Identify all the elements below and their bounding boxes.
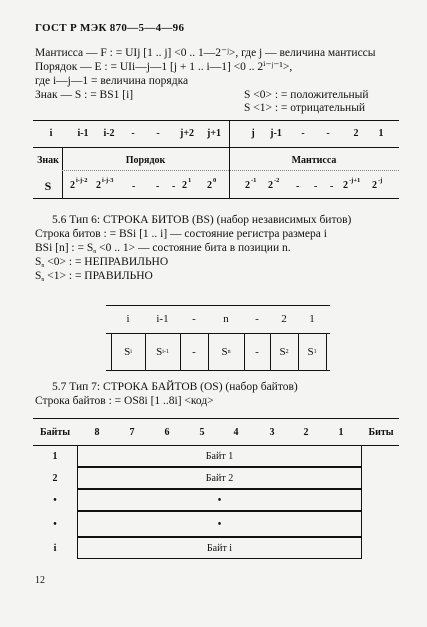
- bit-number: j-1: [270, 127, 282, 139]
- bit-number: 6: [164, 426, 170, 438]
- bs-bit-number: 2: [281, 313, 287, 325]
- mantissa-weight: $2^{-1}$: [245, 177, 257, 191]
- document-header: ГОСТ Р МЭК 870—5—4—96: [35, 22, 185, 34]
- byte-row: •: [77, 489, 362, 511]
- byte-row-label: 2: [52, 472, 58, 484]
- bs-bit-cell: S 1: [307, 346, 317, 358]
- byte-row: •: [77, 511, 362, 537]
- order-definition: Порядок — E : = UIi—j—1 [j + 1 .. i—1] <0 .. 2ⁱ⁻ʲ⁻¹>,: [35, 61, 293, 73]
- mantissa-weight: -: [330, 181, 334, 192]
- mantissa-weight: $2^{-2}$: [268, 177, 280, 191]
- bit-number: 5: [199, 426, 205, 438]
- bit-number: i-1: [77, 127, 89, 139]
- col-bytes: Байты: [39, 426, 71, 438]
- bit-number: -: [301, 127, 305, 139]
- bit-number: j: [251, 127, 255, 139]
- order-weight: 2$^{i-j-2}$: [70, 177, 88, 191]
- col-order: Порядок: [125, 154, 166, 166]
- mantissa-weight: $2^{-j+1}$: [343, 177, 361, 191]
- bs-bit-number: -: [255, 313, 259, 325]
- bs-bit-number: n: [223, 313, 229, 325]
- bs-bit-number: i-1: [156, 313, 169, 325]
- bit-number: 1: [378, 127, 384, 139]
- bit-number: 8: [94, 426, 100, 438]
- os-definition: Строка байтов : = OS8i [1 ..8i] <код>: [35, 395, 214, 407]
- byte-row-label: •: [53, 494, 57, 506]
- page-number: 12: [35, 575, 45, 586]
- byte-row-label: i: [53, 542, 57, 554]
- order-note: где i—j—1 = величина порядка: [35, 75, 189, 87]
- bs-bit-number: i: [126, 313, 130, 325]
- mantissa-weight: -: [296, 181, 300, 192]
- order-weight: -: [156, 181, 160, 192]
- bit-number: 3: [269, 426, 275, 438]
- bs-bit-number: -: [192, 313, 196, 325]
- bs-state-true: $S_n <1>$ : = ПРАВИЛЬНО: [35, 270, 153, 283]
- bs-bit-cell: S 2: [279, 346, 289, 358]
- mantissa-weight: $2^{-j}$: [372, 177, 383, 191]
- col-mantissa: Мантисса: [291, 154, 337, 166]
- byte-row-label: 1: [52, 450, 58, 462]
- sign-value: S: [44, 178, 52, 193]
- bit-number: 1: [338, 426, 344, 438]
- order-weight: -: [172, 181, 176, 192]
- bit-number: i-2: [103, 127, 115, 139]
- bit-number: i: [49, 127, 53, 139]
- bit-number: -: [156, 127, 160, 139]
- bit-number: 2: [303, 426, 309, 438]
- byte-row: Байт 2: [77, 467, 362, 489]
- order-weight: $2^1$: [182, 177, 192, 191]
- bit-number: j+2: [179, 127, 195, 139]
- bit-number: -: [326, 127, 330, 139]
- mantissa-weight: -: [314, 181, 318, 192]
- sign-definition: Знак — S : = BS1 [i]: [35, 89, 134, 101]
- bs-bit-cell: S n: [221, 346, 231, 358]
- order-weight: $2^0$: [207, 177, 217, 191]
- byte-row-label: •: [53, 518, 57, 530]
- os-section-heading: 5.7 Тип 7: СТРОКА БАЙТОВ (OS) (набор байтов): [52, 381, 298, 393]
- col-bits: Биты: [368, 426, 394, 438]
- bit-number: 2: [353, 127, 359, 139]
- bs-bit-cell: S i-1: [156, 346, 169, 358]
- col-sign: Знак: [37, 154, 59, 166]
- bs-state-false: $S_n <0>$ : = НЕПРАВИЛЬНО: [35, 256, 169, 269]
- order-weight: 2$^{i-j-3}$: [96, 177, 114, 191]
- sign-positive: S <0> : = положительный: [244, 89, 369, 101]
- bit-number: j+1: [206, 127, 222, 139]
- bit-number: 7: [129, 426, 135, 438]
- bs-bit-cell: S i: [124, 346, 132, 358]
- order-weight: -: [132, 181, 136, 192]
- bit-number: 4: [233, 426, 239, 438]
- bs-bit-cell: -: [192, 346, 196, 358]
- bs-bit-number: 1: [309, 313, 315, 325]
- byte-row: Байт i: [77, 537, 362, 559]
- bs-definition: Строка битов : = BSi [1 .. i] — состояние регистра размера i: [35, 228, 327, 240]
- bs-section-heading: 5.6 Тип 6: СТРОКА БИТОВ (BS) (набор независимых битов): [52, 214, 352, 226]
- mantissa-definition: Мантисса — F : = UIj [1 .. j] <0 .. 1—2⁻ʲ>, где j — величина мантиссы: [35, 47, 376, 59]
- bit-number: -: [131, 127, 135, 139]
- bs-bit-cell: -: [255, 346, 259, 358]
- sign-negative: S <1> : = отрицательный: [244, 102, 366, 114]
- byte-row: Байт 1: [77, 445, 362, 467]
- bs-bit-state: BSi [n] : = $S_n <0$ .. 1> — состояние бита в позиции n.: [35, 242, 291, 255]
